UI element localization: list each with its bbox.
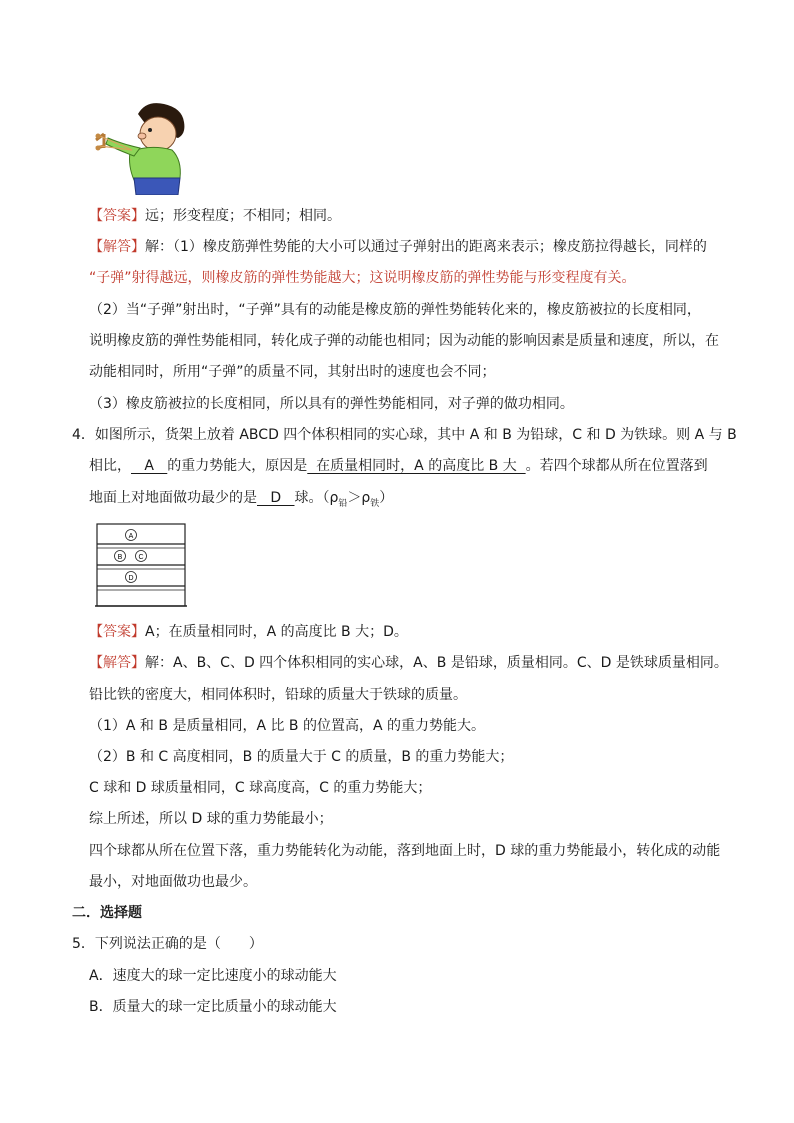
q3-analysis-line-2: “子弹”射得越远，则橡皮筋的弹性势能越大；这说明橡皮筋的弹性势能与形变程度有关。 [89,270,636,286]
q4-stem-line-3 [89,488,393,510]
subscript-iron: 铁 [370,499,380,509]
ball-label-a: A [128,533,134,540]
answer-tag: 【答案】 [89,208,145,224]
answer-tag: 【答案】 [89,624,145,640]
ball-label-b: B [117,554,123,561]
analysis-tag: 【解答】 [89,239,145,255]
q4-analysis-line-6: 综上所述，所以 D 球的重力势能最小； [89,811,333,827]
q4-text: ） [379,490,394,506]
q4-text: 地面上对地面做功最少的是 [89,490,257,506]
boy-slingshot-illustration [90,100,195,195]
q4-analysis-line-2: 铅比铁的密度大，相同体积时，铅球的质量大于铁球的质量。 [89,687,467,703]
q3-analysis-line-1 [89,237,707,257]
q4-text: 相比， [89,458,131,474]
q4-text: 球。（ρ [294,490,339,506]
q5-option-a: A．速度大的球一定比速度小的球动能大 [89,968,337,984]
q4-text: ＞ρ [347,490,371,506]
q3-analysis-line-6: （3）橡皮筋被拉的长度相同，所以具有的弹性势能相同，对子弹的做功相同。 [89,396,574,412]
answer-text: A；在质量相同时，A 的高度比 B 大；D。 [145,624,408,640]
q4-analysis-line-7: 四个球都从所在位置下落，重力势能转化为动能，落到地面上时，D 球的重力势能最小，转化成的动能 [89,843,721,859]
analysis-tag: 【解答】 [89,655,145,671]
q4-analysis-line-4: （2）B 和 C 高度相同，B 的质量大于 C 的质量，B 的重力势能大； [89,749,514,765]
ball-label-c: C [138,554,144,561]
section-heading: 二．选择题 [72,905,142,921]
analysis-text: 解：（1）橡皮筋弹性势能的大小可以通过子弹射出的距离来表示；橡皮筋拉得越长，同样的 [145,239,707,255]
ball-label-d: D [128,575,134,582]
q4-analysis-line-1 [89,653,728,673]
q4-stem-line-1: 4．如图所示，货架上放着 ABCD 四个体积相同的实心球，其中 A 和 B 为铅球，C 和 D 为铁球。则 A 与 B [72,427,737,443]
q4-text: 。若四个球都从所在位置落到 [525,458,708,474]
q4-stem-line-2 [89,456,708,476]
shelf-diagram [95,522,187,608]
q3-analysis-line-4: 说明橡皮筋的弹性势能相同，转化成子弹的动能也相同；因为动能的影响因素是质量和速度，所以，在 [89,333,719,349]
q3-answer-line [89,206,341,226]
answer-text: 远；形变程度；不相同；相同。 [145,208,341,224]
q3-analysis-line-5: 动能相同时，所用“子弹”的质量不同，其射出时的速度也会不同； [89,364,496,380]
q4-analysis-line-3: （1）A 和 B 是质量相同，A 比 B 的位置高，A 的重力势能大。 [89,718,485,734]
q4-analysis-line-5: C 球和 D 球质量相同，C 球高度高，C 的重力势能大； [89,780,432,796]
q5-option-b: B．质量大的球一定比质量小的球动能大 [89,999,337,1015]
q4-blank-3: D [257,490,295,506]
q5-stem: 5．下列说法正确的是（ ） [72,936,263,952]
q3-analysis-line-3: （2）当“子弹”射出时，“子弹”具有的动能是橡皮筋的弹性势能转化来的，橡皮筋被拉的长度相同， [89,302,701,318]
q4-answer-line [89,622,408,642]
q4-analysis-line-8: 最小，对地面做功也最少。 [89,874,257,890]
q4-blank-2: 在质量相同时，A 的高度比 B 大 [307,458,526,474]
subscript-lead: 铅 [338,499,348,509]
analysis-text: 解：A、B、C、D 四个体积相同的实心球，A、B 是铅球，质量相同。C、D 是铁球质量相同。 [145,655,728,671]
q4-blank-1: A [131,458,168,474]
q4-text: 的重力势能大，原因是 [167,458,308,474]
